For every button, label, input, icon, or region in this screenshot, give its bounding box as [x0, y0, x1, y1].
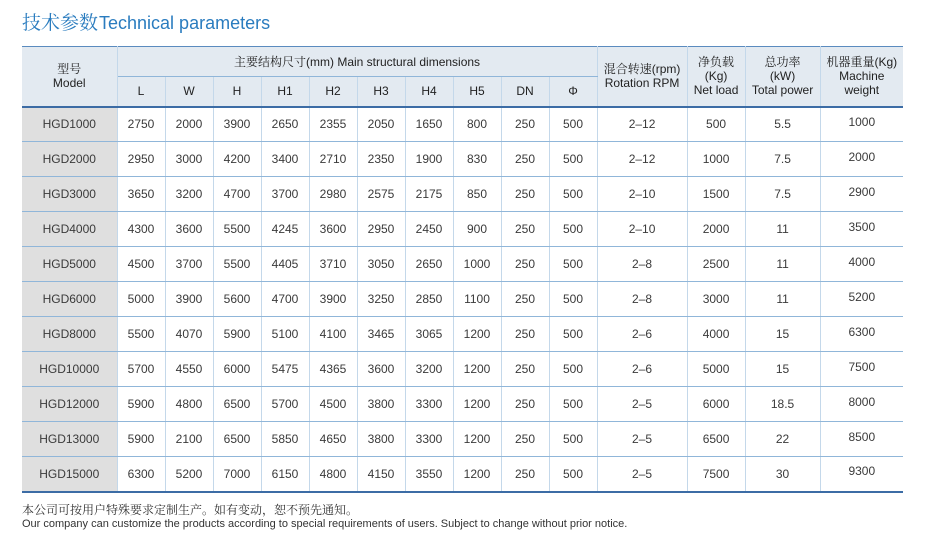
machine-weight-cell: 8500 [820, 422, 903, 457]
total-power-cell: 18.5 [745, 387, 820, 422]
dim-h1-cell: 5475 [261, 352, 309, 387]
footer-note-en: Our company can customize the products according to special requirements of users. Subject to change without prior notice. [22, 518, 628, 530]
dim-phi-cell: 500 [549, 142, 597, 177]
dim-h4-cell: 3300 [405, 387, 453, 422]
table-row [22, 212, 903, 247]
dim-h2-cell: 4650 [309, 422, 357, 457]
model-header-en: Model [52, 76, 86, 91]
dim-h4-cell: 2650 [405, 247, 453, 282]
dim-h5-cell: 1000 [453, 247, 501, 282]
dim-dn-cell: 250 [501, 212, 549, 247]
net-load-cell: 1500 [687, 177, 745, 212]
dim-h5-cell: 1200 [453, 352, 501, 387]
dim-h2-cell: 4100 [309, 317, 357, 352]
dim-h5-cell: 1200 [453, 422, 501, 457]
rotation-rpm-cell: 2–6 [597, 317, 687, 352]
net-load-cell: 1000 [687, 142, 745, 177]
dim-h4-cell: 3200 [405, 352, 453, 387]
dim-h1-cell: 2650 [261, 107, 309, 142]
dim-h5-cell: 830 [453, 142, 501, 177]
machine-weight-header [820, 47, 903, 107]
header-row-top [22, 47, 903, 77]
dim-h1-cell: 5700 [261, 387, 309, 422]
dim-phi-cell: 500 [549, 317, 597, 352]
dim-h-cell: 6000 [213, 352, 261, 387]
dim-h2-cell: 3900 [309, 282, 357, 317]
dim-header-dn: DN [501, 77, 549, 107]
dim-h1-cell: 4245 [261, 212, 309, 247]
dim-phi-cell: 500 [549, 212, 597, 247]
machine-weight-cell: 1000 [820, 107, 903, 142]
table-row [22, 387, 903, 422]
net-load-cell: 4000 [687, 317, 745, 352]
dim-h3-cell: 2950 [357, 212, 405, 247]
dim-header-h2: H2 [309, 77, 357, 107]
rotation-rpm-cell: 2–5 [597, 422, 687, 457]
dim-dn-cell: 250 [501, 317, 549, 352]
model-cell: HGD13000 [22, 422, 117, 457]
model-cell: HGD5000 [22, 247, 117, 282]
total-power-cell: 11 [745, 212, 820, 247]
dim-l-cell: 2750 [117, 107, 165, 142]
dim-h5-cell: 800 [453, 107, 501, 142]
dim-h1-cell: 6150 [261, 457, 309, 492]
dim-h3-cell: 2050 [357, 107, 405, 142]
rotation-rpm-cell: 2–5 [597, 457, 687, 492]
machine-weight-header-en: Machine weight [839, 69, 885, 98]
model-cell: HGD12000 [22, 387, 117, 422]
net-load-cell: 2500 [687, 247, 745, 282]
rotation-header-en: Rotation RPM [604, 76, 680, 91]
dim-dn-cell: 250 [501, 142, 549, 177]
net-load-cell: 6500 [687, 422, 745, 457]
total-power-cell: 30 [745, 457, 820, 492]
dim-header-w: W [165, 77, 213, 107]
dim-phi-cell: 500 [549, 457, 597, 492]
dim-h4-cell: 3300 [405, 422, 453, 457]
net-load-cell: 6000 [687, 387, 745, 422]
dim-h1-cell: 4700 [261, 282, 309, 317]
total-power-header-unit: (kW) [769, 69, 796, 84]
dim-w-cell: 2100 [165, 422, 213, 457]
dim-dn-cell: 250 [501, 107, 549, 142]
dim-h-cell: 4200 [213, 142, 261, 177]
dim-w-cell: 4070 [165, 317, 213, 352]
total-power-cell: 22 [745, 422, 820, 457]
total-power-header-en: Total power [751, 83, 814, 98]
machine-weight-cell: 2000 [820, 142, 903, 177]
dim-dn-cell: 250 [501, 352, 549, 387]
total-power-cell: 7.5 [745, 177, 820, 212]
model-header-cn: 型号 [57, 62, 82, 77]
page-title [22, 10, 270, 36]
dim-l-cell: 5900 [117, 422, 165, 457]
machine-weight-cell: 5200 [820, 282, 903, 317]
machine-weight-cell: 6300 [820, 317, 903, 352]
dimensions-header [117, 47, 597, 77]
dim-h2-cell: 4500 [309, 387, 357, 422]
dim-dn-cell: 250 [501, 247, 549, 282]
dim-header-phi: Φ [549, 77, 597, 107]
dim-h4-cell: 3550 [405, 457, 453, 492]
dim-h2-cell: 3710 [309, 247, 357, 282]
dim-h3-cell: 3250 [357, 282, 405, 317]
dim-h4-cell: 3065 [405, 317, 453, 352]
dim-h3-cell: 4150 [357, 457, 405, 492]
machine-weight-cell: 2900 [820, 177, 903, 212]
machine-weight-header-cn: 机器重量(Kg) [826, 55, 898, 70]
dim-w-cell: 3200 [165, 177, 213, 212]
dim-phi-cell: 500 [549, 247, 597, 282]
net-load-cell: 500 [687, 107, 745, 142]
dim-h-cell: 5600 [213, 282, 261, 317]
dim-h5-cell: 900 [453, 212, 501, 247]
dim-h3-cell: 3600 [357, 352, 405, 387]
dim-h2-cell: 3600 [309, 212, 357, 247]
rotation-rpm-cell: 2–12 [597, 107, 687, 142]
model-cell: HGD15000 [22, 457, 117, 492]
model-cell: HGD3000 [22, 177, 117, 212]
model-cell: HGD8000 [22, 317, 117, 352]
dim-h2-cell: 4800 [309, 457, 357, 492]
dim-h4-cell: 2175 [405, 177, 453, 212]
net-load-cell: 3000 [687, 282, 745, 317]
dim-l-cell: 5900 [117, 387, 165, 422]
dim-h3-cell: 3465 [357, 317, 405, 352]
dim-h4-cell: 2850 [405, 282, 453, 317]
net-load-header [687, 47, 745, 107]
dim-w-cell: 4800 [165, 387, 213, 422]
dim-h4-cell: 1900 [405, 142, 453, 177]
dim-h1-cell: 3400 [261, 142, 309, 177]
dim-h-cell: 3900 [213, 107, 261, 142]
dim-h1-cell: 4405 [261, 247, 309, 282]
machine-weight-cell: 7500 [820, 352, 903, 387]
dim-header-h3: H3 [357, 77, 405, 107]
model-header [22, 47, 117, 107]
rotation-rpm-cell: 2–10 [597, 212, 687, 247]
dimensions-header-en: Main structural dimensions [337, 54, 481, 69]
table-row [22, 422, 903, 457]
dim-dn-cell: 250 [501, 387, 549, 422]
dim-h5-cell: 1100 [453, 282, 501, 317]
total-power-cell: 11 [745, 282, 820, 317]
dim-h3-cell: 3050 [357, 247, 405, 282]
dim-w-cell: 3900 [165, 282, 213, 317]
footer-note-cn: 本公司可按用户特殊要求定制生产。如有变动，恕不预先通知。 [22, 503, 359, 517]
dim-h4-cell: 1650 [405, 107, 453, 142]
machine-weight-cell: 8000 [820, 387, 903, 422]
total-power-cell: 7.5 [745, 142, 820, 177]
dim-header-h5: H5 [453, 77, 501, 107]
rotation-header-cn: 混合转速(rpm) [603, 62, 681, 77]
dim-w-cell: 5200 [165, 457, 213, 492]
dim-h3-cell: 2575 [357, 177, 405, 212]
net-load-cell: 5000 [687, 352, 745, 387]
total-power-cell: 15 [745, 352, 820, 387]
dimensions-header-cn: 主要结构尺寸(mm) [233, 54, 334, 69]
rotation-rpm-cell: 2–8 [597, 282, 687, 317]
table-row [22, 247, 903, 282]
dim-header-h1: H1 [261, 77, 309, 107]
dim-w-cell: 3000 [165, 142, 213, 177]
machine-weight-cell: 9300 [820, 457, 903, 492]
technical-parameters-table [22, 46, 903, 493]
table-row [22, 352, 903, 387]
model-cell: HGD6000 [22, 282, 117, 317]
dim-l-cell: 3650 [117, 177, 165, 212]
rotation-header [597, 47, 687, 107]
machine-weight-cell: 4000 [820, 247, 903, 282]
dim-h3-cell: 2350 [357, 142, 405, 177]
dim-phi-cell: 500 [549, 282, 597, 317]
dim-h2-cell: 2710 [309, 142, 357, 177]
dim-dn-cell: 250 [501, 282, 549, 317]
dim-w-cell: 3600 [165, 212, 213, 247]
model-cell: HGD2000 [22, 142, 117, 177]
dim-l-cell: 4500 [117, 247, 165, 282]
dim-h3-cell: 3800 [357, 387, 405, 422]
dim-l-cell: 5500 [117, 317, 165, 352]
dim-l-cell: 5700 [117, 352, 165, 387]
dim-h-cell: 5500 [213, 247, 261, 282]
table-header [22, 47, 903, 107]
total-power-header-cn: 总功率 [764, 55, 801, 70]
total-power-cell: 5.5 [745, 107, 820, 142]
table-row [22, 107, 903, 142]
dim-header-h: H [213, 77, 261, 107]
dim-h1-cell: 5850 [261, 422, 309, 457]
dim-l-cell: 2950 [117, 142, 165, 177]
table-body [22, 107, 903, 492]
net-load-header-en: Net load [693, 83, 739, 98]
net-load-cell: 7500 [687, 457, 745, 492]
dim-header-l: L [117, 77, 165, 107]
rotation-rpm-cell: 2–10 [597, 177, 687, 212]
dim-h-cell: 6500 [213, 422, 261, 457]
total-power-cell: 15 [745, 317, 820, 352]
dim-w-cell: 3700 [165, 247, 213, 282]
dim-w-cell: 2000 [165, 107, 213, 142]
footer-note [22, 503, 627, 531]
page-title-en: Technical parameters [99, 13, 271, 33]
dim-h-cell: 5500 [213, 212, 261, 247]
model-cell: HGD1000 [22, 107, 117, 142]
dim-h5-cell: 1200 [453, 317, 501, 352]
dim-h5-cell: 1200 [453, 457, 501, 492]
rotation-rpm-cell: 2–6 [597, 352, 687, 387]
dim-phi-cell: 500 [549, 387, 597, 422]
dim-l-cell: 6300 [117, 457, 165, 492]
dim-w-cell: 4550 [165, 352, 213, 387]
dim-h5-cell: 1200 [453, 387, 501, 422]
model-cell: HGD10000 [22, 352, 117, 387]
table-row [22, 142, 903, 177]
net-load-header-unit: (Kg) [704, 69, 728, 84]
dim-phi-cell: 500 [549, 177, 597, 212]
dim-h2-cell: 2355 [309, 107, 357, 142]
net-load-cell: 2000 [687, 212, 745, 247]
dim-h-cell: 6500 [213, 387, 261, 422]
dim-dn-cell: 250 [501, 457, 549, 492]
table-row [22, 317, 903, 352]
dim-dn-cell: 250 [501, 422, 549, 457]
total-power-header [745, 47, 820, 107]
dim-h4-cell: 2450 [405, 212, 453, 247]
dim-phi-cell: 500 [549, 352, 597, 387]
dim-h3-cell: 3800 [357, 422, 405, 457]
dim-h-cell: 4700 [213, 177, 261, 212]
table-row [22, 457, 903, 492]
dim-h-cell: 5900 [213, 317, 261, 352]
rotation-rpm-cell: 2–5 [597, 387, 687, 422]
dim-h5-cell: 850 [453, 177, 501, 212]
dim-h-cell: 7000 [213, 457, 261, 492]
total-power-cell: 11 [745, 247, 820, 282]
net-load-header-cn: 净负载 [698, 55, 735, 70]
dim-h2-cell: 2980 [309, 177, 357, 212]
dim-phi-cell: 500 [549, 422, 597, 457]
dim-dn-cell: 250 [501, 177, 549, 212]
model-cell: HGD4000 [22, 212, 117, 247]
dim-h1-cell: 5100 [261, 317, 309, 352]
table-row [22, 177, 903, 212]
dim-l-cell: 4300 [117, 212, 165, 247]
rotation-rpm-cell: 2–12 [597, 142, 687, 177]
table-row [22, 282, 903, 317]
dim-header-h4: H4 [405, 77, 453, 107]
dim-h1-cell: 3700 [261, 177, 309, 212]
machine-weight-cell: 3500 [820, 212, 903, 247]
rotation-rpm-cell: 2–8 [597, 247, 687, 282]
dim-l-cell: 5000 [117, 282, 165, 317]
dim-h2-cell: 4365 [309, 352, 357, 387]
page-title-cn: 技术参数 [22, 13, 99, 34]
dim-phi-cell: 500 [549, 107, 597, 142]
